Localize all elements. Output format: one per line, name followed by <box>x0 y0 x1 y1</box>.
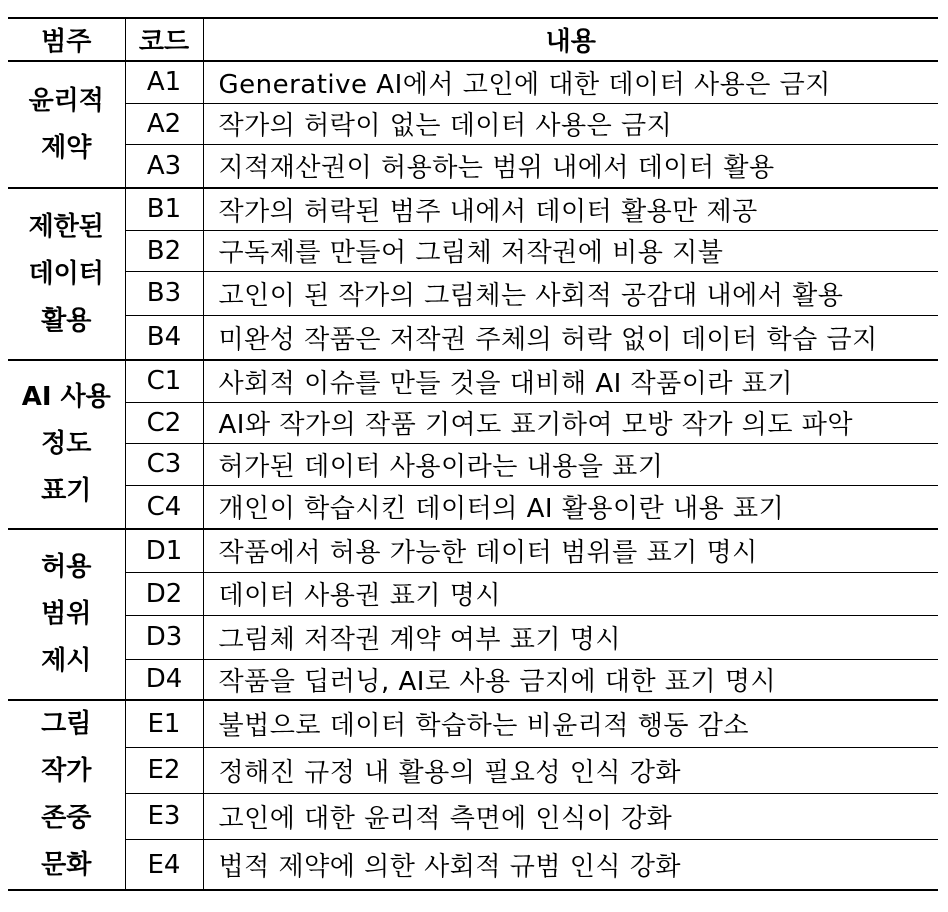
header-category: 범주 <box>8 18 125 61</box>
table-row <box>8 793 938 839</box>
content-cell: 그림체 저작권 계약 여부 표기 명시 <box>203 615 938 659</box>
code-cell: B4 <box>125 315 203 360</box>
content-cell: 작가의 허락이 없는 데이터 사용은 금지 <box>203 103 938 144</box>
content-cell: Generative AI에서 고인에 대한 데이터 사용은 금지 <box>203 61 938 103</box>
table-row <box>8 840 938 890</box>
category-label-line: 정도 <box>41 429 92 459</box>
table-row <box>8 103 938 144</box>
table-row <box>8 572 938 615</box>
category-label-line: 제한된 <box>28 211 104 242</box>
content-cell: 정해진 규정 내 활용의 필요성 인식 강화 <box>203 747 938 793</box>
content-cell: AI와 작가의 작품 기여도 표기하여 모방 작가 의도 파악 <box>203 402 938 443</box>
table-row <box>8 402 938 443</box>
table-row <box>8 485 938 529</box>
category-label-line: 활용 <box>41 305 92 336</box>
content-cell: 미완성 작품은 저작권 주체의 허락 없이 데이터 학습 금지 <box>203 315 938 360</box>
table-row <box>8 271 938 315</box>
table-row <box>8 747 938 793</box>
code-cell: D3 <box>125 615 203 659</box>
code-cell: D4 <box>125 659 203 700</box>
code-cell: C2 <box>125 402 203 443</box>
content-cell: 사회적 이슈를 만들 것을 대비해 AI 작품이라 표기 <box>203 360 938 402</box>
table-row <box>8 529 938 572</box>
content-cell: 불법으로 데이터 학습하는 비윤리적 행동 감소 <box>203 700 938 747</box>
table-row <box>8 61 938 103</box>
code-cell: E1 <box>125 700 203 747</box>
code-cell: C3 <box>125 443 203 485</box>
category-label-line: 존중 <box>41 803 92 833</box>
table-row <box>8 144 938 188</box>
code-cell: A2 <box>125 103 203 144</box>
code-cell: E3 <box>125 793 203 839</box>
content-cell: 허가된 데이터 사용이라는 내용을 표기 <box>203 443 938 485</box>
content-cell: 개인이 학습시킨 데이터의 AI 활용이란 내용 표기 <box>203 485 938 529</box>
table-row <box>8 230 938 271</box>
content-cell: 작가의 허락된 범주 내에서 데이터 활용만 제공 <box>203 188 938 230</box>
category-label-line: 제시 <box>41 646 92 676</box>
content-cell: 작품을 딥러닝, AI로 사용 금지에 대한 표기 명시 <box>203 659 938 700</box>
content-cell: 데이터 사용권 표기 명시 <box>203 572 938 615</box>
code-cell: D1 <box>125 529 203 572</box>
category-label-line: 허용 <box>41 552 92 582</box>
content-cell: 법적 제약에 의한 사회적 규범 인식 강화 <box>203 840 938 890</box>
category-cell <box>8 700 125 890</box>
header-content: 내용 <box>203 18 938 61</box>
header-row <box>8 18 938 61</box>
category-label-line: 제약 <box>41 132 92 163</box>
code-cell: A3 <box>125 144 203 188</box>
code-cell: A1 <box>125 61 203 103</box>
content-cell: 고인이 된 작가의 그림체는 사회적 공감대 내에서 활용 <box>203 271 938 315</box>
category-label-line: 작가 <box>41 756 92 786</box>
content-cell: 지적재산권이 허용하는 범위 내에서 데이터 활용 <box>203 144 938 188</box>
header-code: 코드 <box>125 18 203 61</box>
category-code-table <box>8 17 938 891</box>
code-cell: B2 <box>125 230 203 271</box>
code-cell: C4 <box>125 485 203 529</box>
code-cell: E4 <box>125 840 203 890</box>
table-row <box>8 188 938 230</box>
content-cell: 고인에 대한 윤리적 측면에 인식이 강화 <box>203 793 938 839</box>
category-cell <box>8 188 125 360</box>
category-cell <box>8 360 125 529</box>
category-label-line: 데이터 <box>28 258 104 289</box>
table-row <box>8 360 938 402</box>
category-cell <box>8 529 125 700</box>
category-label-line: 표기 <box>41 476 92 506</box>
code-cell: D2 <box>125 572 203 615</box>
category-label-line: AI 사용 <box>21 382 111 412</box>
category-label-line: 범위 <box>41 599 92 629</box>
table-row <box>8 315 938 360</box>
code-cell: C1 <box>125 360 203 402</box>
table-row <box>8 615 938 659</box>
category-label-line: 윤리적 <box>28 85 104 116</box>
category-cell <box>8 61 125 188</box>
category-label-line: 문화 <box>41 850 92 880</box>
content-cell: 구독제를 만들어 그림체 저작권에 비용 지불 <box>203 230 938 271</box>
table-body <box>8 61 938 890</box>
content-cell: 작품에서 허용 가능한 데이터 범위를 표기 명시 <box>203 529 938 572</box>
code-cell: B3 <box>125 271 203 315</box>
table-row <box>8 700 938 747</box>
code-cell: E2 <box>125 747 203 793</box>
table-row <box>8 659 938 700</box>
category-label-line: 그림 <box>41 709 92 739</box>
code-cell: B1 <box>125 188 203 230</box>
table-row <box>8 443 938 485</box>
